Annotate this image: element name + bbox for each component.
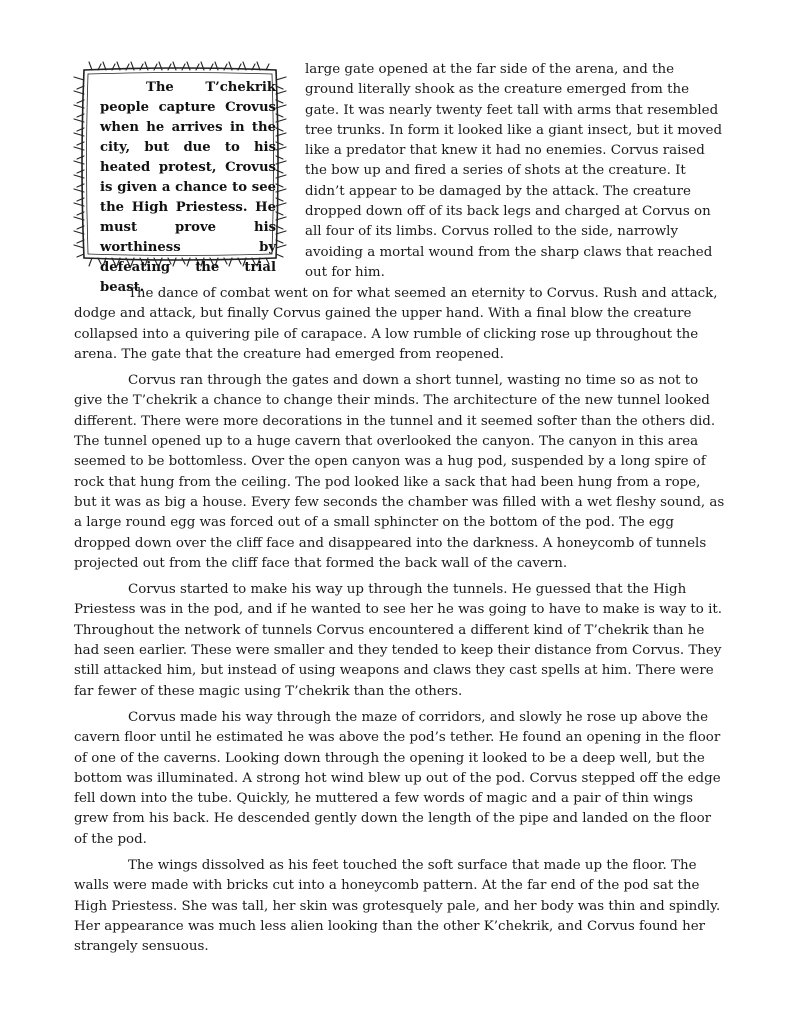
- wrap-paragraph: [305, 60, 725, 283]
- paragraph-5: The wings dissolved as his feet touched the soft surface that made up the floor. The walls were made with bricks cut into a honeycomb pattern. At the far end of the pod sat the High Priestess. She was tall, her skin was grotesquely pale, and her body was thin and spindly. Her appearance was much less alien looking than the other K’chekrik, and Corvus found her strangely sensuous.: [74, 858, 721, 955]
- sidebar-summary: The T’chekrik people capture Crovus when he arrives in the city, but due to his heated protest, Crovus is given a chance to see the High Priestess. He must prove his worthiness by defeating the trial beast.: [100, 80, 276, 295]
- sidebar-box: [62, 58, 298, 295]
- paragraph-1: The dance of combat went on for what seemed an eternity to Corvus. Rush and attack, dodge and attack, but finally Corvus gained the upper hand. With a final blow the creature collapsed into a quivering pile of carapace. A low rumble of clicking rose up throughout the arena. The gate that the creature had emerged from reopened.: [74, 286, 718, 362]
- paragraph-wrap: large gate opened at the far side of the arena, and the ground literally shook as the creature emerged from the gate. It was nearly twenty feet tall with arms that resembled tree trunks. In form it looked like a giant insect, but it moved like a predator that knew it had no enemies. Corvus raised the bow up and fired a series of shots at the creature. It didn’t appear to be damaged by the attack. The creature dropped down off of its back legs and charged at Corvus on all four of its limbs. Corvus rolled to the side, narrowly avoiding a mortal wound from the sharp claws that reached out for him.: [305, 62, 723, 280]
- paragraph-3: Corvus started to make his way up through the tunnels. He guessed that the High Priestess was in the pod, and if he wanted to see her he was going to have to make is way to it. Throughout the network of tunnels Corvus encountered a different kind of T’chekrik than he had seen earlier. These were smaller and they tended to keep their distance from Corvus. They still attacked him, but instead of using weapons and claws they cast spells at him. There were far fewer of these magic using T’chekrik than the others.: [74, 582, 723, 699]
- body-text: [74, 284, 726, 964]
- paragraph-4: Corvus made his way through the maze of corridors, and slowly he rose up above the cavern floor until he estimated he was above the pod’s tether. He found an opening in the floor of one of the caverns. Looking down through the opening it looked to be a deep well, but the bottom was illuminated. A strong hot wind blew up out of the pod. Corvus stepped off the edge fell down into the tube. Quickly, he muttered a few words of magic and a pair of thin wings grew from his back. He descended gently down the length of the pipe and landed on the floor of the pod.: [74, 709, 721, 847]
- paragraph-2: Corvus ran through the gates and down a short tunnel, wasting no time so as not to give the T’chekrik a chance to change their minds. The architecture of the new tunnel looked different. There were more decorations in the tunnel and it seemed softer than the others did. The tunnel opened up to a huge cavern that overlooked the canyon. The canyon in this area seemed to be bottomless. Over the open canyon was a hug pod, suspended by a long spire of rock that hung from the ceiling. The pod looked like a sack that had been hung from a rope, but it was as big a house. Every few seconds the chamber was filled with a wet fleshy sound, as a large round egg was forced out of a small sphincter on the bottom of the pod. The egg dropped down over the cliff face and disappeared into the darkness. A honeycomb of tunnels projected out from the cliff face that formed the back wall of the cavern.: [74, 373, 725, 571]
